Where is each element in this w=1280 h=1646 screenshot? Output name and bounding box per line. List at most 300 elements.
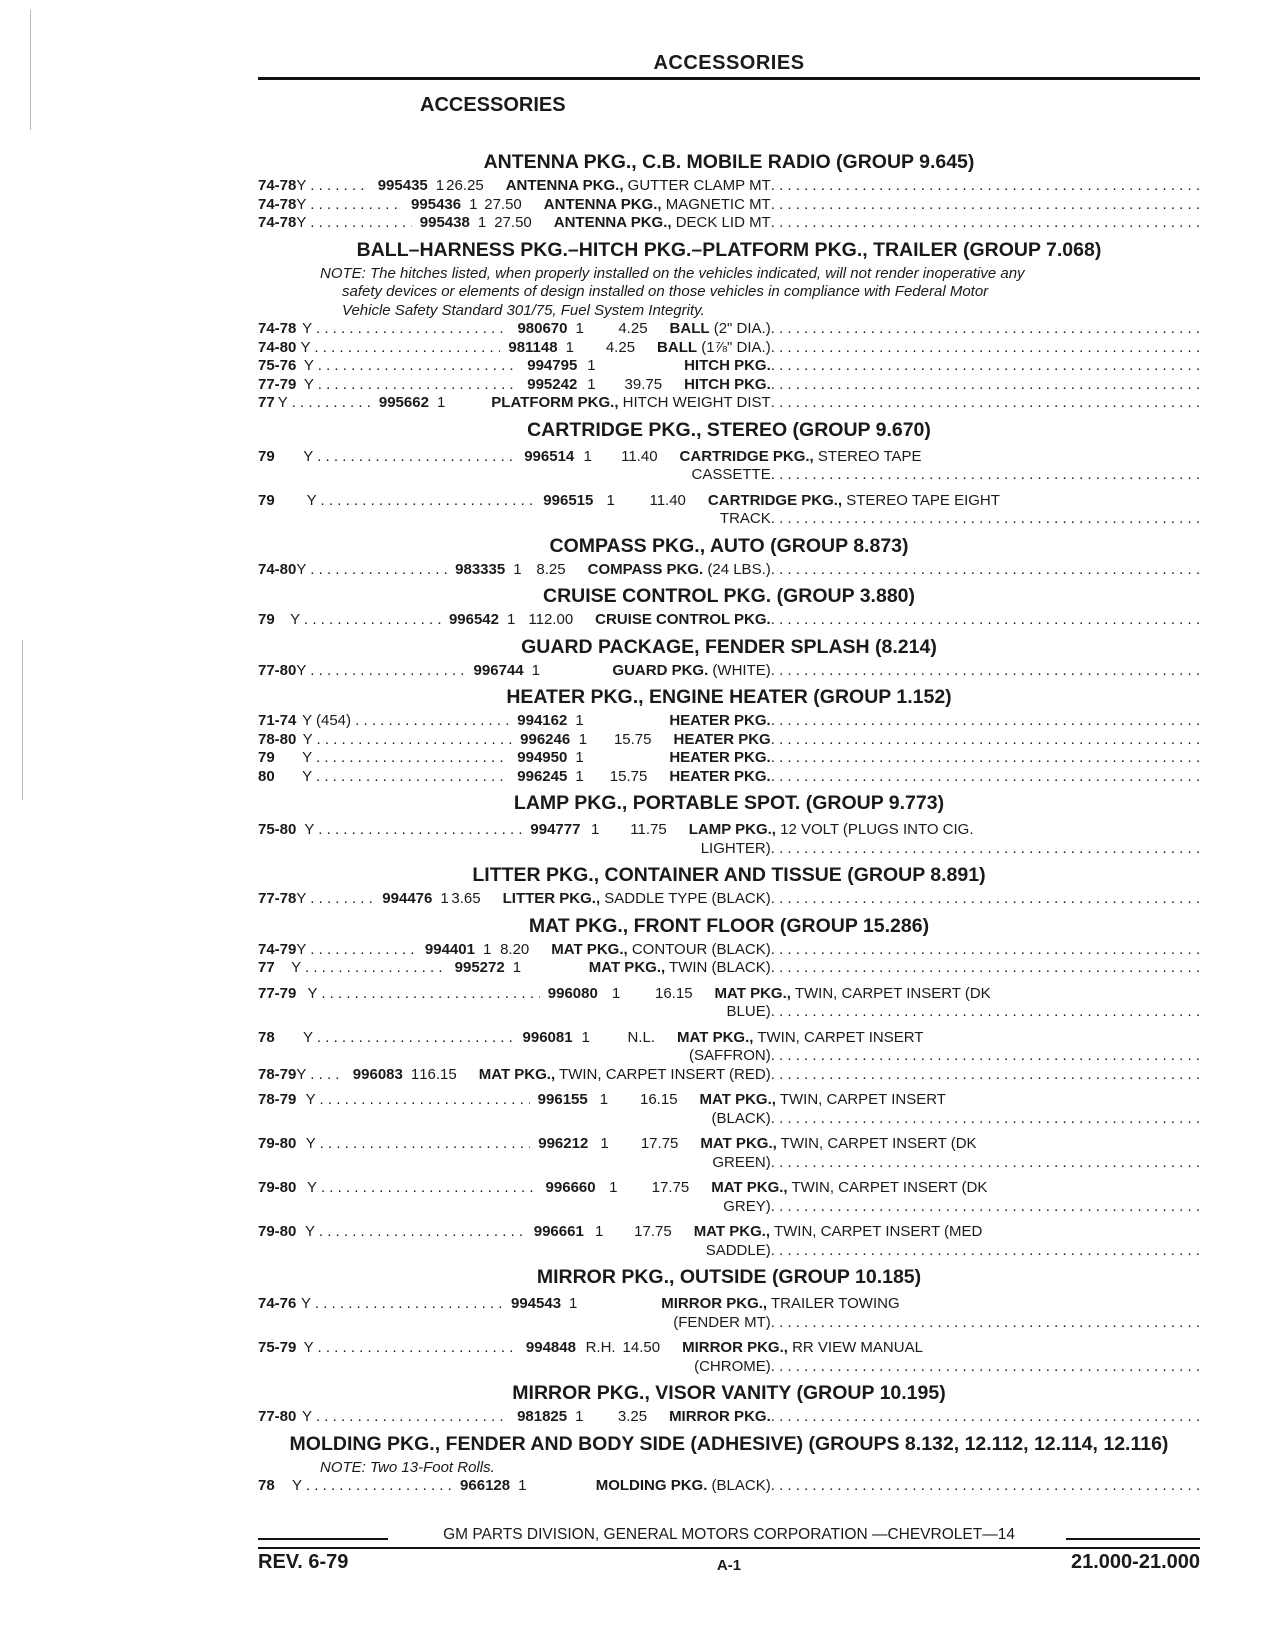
description-text — [670, 320, 771, 339]
description-text — [700, 1091, 946, 1110]
description-line — [684, 376, 1200, 395]
description-detail: 12 VOLT (PLUGS INTO CIG. — [775, 821, 974, 838]
description-line — [669, 712, 1200, 731]
description — [700, 1091, 1200, 1128]
dot-leader — [771, 662, 1200, 681]
parts-list — [258, 145, 1200, 1496]
parts-group — [258, 419, 1200, 529]
part-row — [258, 1029, 1200, 1066]
description-keyword: MOLDING PKG. — [595, 1477, 708, 1494]
model-code: Y . . . — [305, 1223, 526, 1242]
description-detail: RR VIEW MANUAL — [787, 1339, 923, 1356]
model-code: Y . . . — [296, 890, 374, 909]
description-text — [689, 1047, 771, 1066]
dot-leader — [771, 840, 1200, 859]
dot-leader — [771, 1066, 1200, 1085]
description-text — [689, 821, 974, 840]
model-code: Y . . . — [290, 611, 441, 630]
group-note — [320, 1459, 1200, 1478]
model-years: 79 — [258, 611, 275, 628]
quantity: 1 — [594, 1223, 604, 1240]
description-line — [612, 662, 1200, 681]
quantity: 1 — [606, 491, 615, 509]
description-detail: TWIN, CARPET INSERT (MED — [770, 1223, 983, 1240]
description-detail: TWIN, CARPET INSERT — [775, 1091, 946, 1108]
part-number: 996744 — [473, 661, 524, 679]
quantity: 1 — [578, 730, 588, 748]
model-code: Y . . . — [304, 821, 522, 840]
part-number: 996660 — [545, 1179, 596, 1196]
description-text — [595, 611, 771, 630]
model-years: 79 — [258, 491, 275, 509]
group-title: COMPASS PKG., AUTO (GROUP 8.873) — [549, 534, 909, 557]
parts-group — [258, 535, 1200, 580]
description-keyword: GUARD PKG. — [612, 661, 709, 679]
dot-leader — [771, 1314, 1200, 1333]
note-line: NOTE: The hitches listed, when properly installed on the vehicles indicated, will not render inoperative any — [320, 264, 1025, 282]
price: 16.15 — [640, 1091, 678, 1108]
footer-rule — [258, 1547, 1200, 1549]
description-text — [727, 1003, 771, 1022]
dot-leader — [771, 1047, 1200, 1066]
model-code: Y (454) . . . — [302, 712, 509, 731]
description — [596, 1477, 1200, 1496]
group-title: CRUISE CONTROL PKG. (GROUP 3.880) — [542, 585, 915, 607]
price: 26.25 — [446, 177, 484, 194]
model-years: 77-80 — [258, 661, 297, 679]
model-years: 77 — [258, 959, 275, 976]
part-row — [258, 890, 1200, 909]
model-code: Y . . . — [296, 941, 417, 960]
dot-leader — [771, 394, 1200, 413]
dot-leader — [771, 1154, 1200, 1173]
parts-group — [258, 915, 1200, 1261]
quantity: 1 — [611, 984, 621, 1002]
description-text — [682, 1339, 923, 1358]
description-keyword: MAT PKG., — [588, 959, 666, 976]
model-years: 79-80 — [258, 1223, 297, 1240]
dot-leader — [771, 196, 1200, 215]
part-number: 994162 — [517, 712, 568, 729]
description — [506, 177, 1200, 196]
description-keyword: MIRROR PKG. — [669, 1408, 771, 1425]
description — [612, 662, 1200, 681]
description-line — [551, 941, 1200, 960]
model-years: 78-79 — [258, 1091, 297, 1108]
model-years: 80 — [258, 767, 275, 785]
description-line — [708, 510, 1200, 529]
description-text — [694, 1358, 771, 1377]
model-years: 79 — [258, 447, 275, 465]
description — [669, 1408, 1200, 1427]
part-row — [258, 1135, 1200, 1172]
description-detail: TWIN, CARPET INSERT — [753, 1028, 924, 1046]
model-code: Y . . . — [307, 1179, 538, 1198]
description-text — [657, 339, 771, 358]
description — [595, 611, 1200, 630]
dot-leader — [771, 1358, 1200, 1377]
description-text — [589, 959, 771, 978]
price: 8.25 — [536, 560, 566, 578]
description — [551, 941, 1200, 960]
part-row — [258, 941, 1200, 960]
description-text — [720, 510, 771, 529]
description-line — [711, 1179, 1200, 1198]
model-code: Y . . . — [307, 492, 536, 511]
note-line: NOTE: Two 13-Foot Rolls. — [320, 1458, 495, 1476]
description-line — [700, 1135, 1200, 1154]
quantity: 1 — [440, 890, 449, 907]
description-line — [680, 448, 1200, 467]
description-keyword: HEATER PKG. — [669, 767, 771, 785]
part-row — [258, 768, 1200, 787]
description-text — [669, 1408, 771, 1427]
part-number: 995242 — [527, 375, 578, 393]
quantity: 1 — [436, 394, 446, 411]
model-code: Y . . . — [303, 1029, 515, 1048]
parts-group — [258, 636, 1200, 681]
description-detail: STEREO TAPE EIGHT — [842, 491, 1000, 509]
dot-leader — [771, 177, 1200, 196]
quantity: 1 — [477, 214, 487, 231]
quantity: 1 — [575, 712, 584, 729]
parts-group — [258, 239, 1200, 413]
description — [669, 768, 1200, 787]
part-number: 996245 — [517, 767, 568, 785]
description-detail: (SAFFRON) — [689, 1047, 771, 1064]
parts-group — [258, 792, 1200, 858]
description-keyword: MIRROR PKG., — [661, 1295, 768, 1312]
dot-leader — [977, 1135, 1200, 1154]
description — [479, 1066, 1200, 1085]
description — [677, 1029, 1200, 1066]
description-detail: MAGNETIC MT — [661, 195, 771, 213]
dot-leader — [771, 941, 1200, 960]
price: 17.75 — [634, 1223, 672, 1240]
description-line — [684, 357, 1200, 376]
description-line — [677, 1029, 1200, 1048]
description-detail: BLUE) — [726, 1003, 771, 1020]
model-years: 75-80 — [258, 821, 297, 838]
description-line — [689, 840, 1200, 859]
description-line — [682, 1358, 1200, 1377]
part-row — [258, 712, 1200, 731]
description-text — [479, 1066, 771, 1085]
model-years: 78 — [258, 1028, 275, 1046]
description-keyword: ANTENNA PKG., — [553, 214, 672, 231]
model-years: 74-78 — [258, 195, 297, 213]
group-title: ANTENNA PKG., C.B. MOBILE RADIO (GROUP 9.645) — [483, 151, 975, 173]
description-text — [715, 985, 991, 1004]
description-detail: CONTOUR (BLACK) — [627, 940, 771, 958]
price: 15.75 — [609, 767, 648, 785]
model-code: Y . . . — [278, 394, 371, 413]
description-text — [544, 196, 771, 215]
description-line — [669, 1408, 1200, 1427]
description-line — [554, 214, 1200, 233]
dot-leader — [771, 214, 1200, 233]
model-years: 75-76 — [258, 357, 297, 374]
description-text — [706, 1242, 771, 1261]
description-text — [684, 376, 771, 395]
description-detail: (2" DIA.) — [709, 320, 771, 337]
quantity: 1 — [435, 177, 445, 194]
description-detail: SADDLE) — [705, 1241, 771, 1259]
part-number: 983335 — [455, 560, 506, 578]
price: 16.15 — [419, 1065, 457, 1083]
description — [670, 320, 1200, 339]
description — [491, 394, 1200, 413]
model-code: Y . . . — [302, 320, 509, 339]
description-line — [711, 1198, 1200, 1217]
model-years: 74-80 — [258, 560, 297, 578]
description — [544, 196, 1200, 215]
description-line — [715, 985, 1200, 1004]
quantity: 1 — [565, 338, 574, 356]
model-years: 79-80 — [258, 1179, 297, 1196]
model-code: Y . . . — [302, 1408, 509, 1427]
description-detail: TWIN, CARPET INSERT (RED) — [555, 1065, 771, 1083]
part-number: 981825 — [517, 1408, 568, 1425]
dot-leader — [771, 339, 1200, 358]
price: 39.75 — [624, 375, 663, 393]
description-detail: TRACK — [719, 510, 771, 527]
part-row — [258, 1066, 1200, 1085]
description-keyword: BALL — [669, 320, 710, 337]
dot-leader — [923, 1029, 1200, 1048]
description-text — [669, 749, 770, 768]
model-years: 74-80 — [258, 338, 297, 356]
description-line — [589, 959, 1200, 978]
part-row — [258, 214, 1200, 233]
description-line — [670, 320, 1200, 339]
description-text — [700, 1135, 976, 1154]
parts-group — [258, 151, 1200, 233]
description-keyword: MAT PKG., — [693, 1223, 771, 1240]
description-line — [544, 196, 1200, 215]
description-text — [588, 561, 771, 580]
model-code: Y . . . — [292, 1477, 452, 1496]
part-row — [258, 985, 1200, 1022]
description-detail: SADDLE TYPE (BLACK) — [600, 890, 771, 907]
description-detail: (BLACK) — [711, 1109, 771, 1127]
description-detail: LIGHTER) — [700, 839, 771, 857]
model-code: Y . . . — [291, 959, 447, 978]
price: 17.75 — [640, 1135, 679, 1152]
model-years: 77-79 — [258, 984, 297, 1002]
description — [674, 731, 1201, 750]
description-text — [708, 492, 1000, 511]
model-years: 74-79 — [258, 940, 297, 958]
description-text — [677, 1029, 923, 1048]
model-years: 78-79 — [258, 1065, 297, 1083]
description — [554, 214, 1200, 233]
description-line — [491, 394, 1200, 413]
description-detail: (CHROME) — [694, 1357, 771, 1375]
section-heading: ACCESSORIES — [420, 94, 566, 116]
price: 17.75 — [651, 1179, 690, 1196]
description-text — [554, 214, 771, 233]
quantity: 1 — [600, 1135, 609, 1152]
description-line — [689, 821, 1200, 840]
part-number: 981148 — [508, 338, 558, 356]
description-text — [684, 357, 771, 376]
description-text — [612, 662, 770, 681]
page-header: ACCESSORIES — [653, 52, 805, 74]
model-code: Y . . . — [296, 214, 411, 233]
header-rule — [258, 77, 1200, 80]
description-line — [661, 1295, 1200, 1314]
description-text — [701, 840, 771, 859]
description-keyword: ANTENNA PKG., — [543, 195, 662, 213]
description-keyword: MAT PKG., — [699, 1091, 776, 1108]
description-keyword: MAT PKG., — [551, 940, 628, 958]
group-title: LITTER PKG., CONTAINER AND TISSUE (GROUP 8.891) — [472, 864, 986, 886]
description-text — [680, 448, 922, 467]
description — [589, 959, 1200, 978]
description-line — [700, 1110, 1200, 1129]
note-line: safety devices or elements of design installed on those vehicles in compliance with Federal Motor — [342, 283, 989, 300]
description — [715, 985, 1200, 1022]
group-title: CARTRIDGE PKG., STEREO (GROUP 9.670) — [527, 418, 931, 441]
quantity: 1 — [410, 1065, 420, 1083]
part-number: 966128 — [460, 1477, 511, 1494]
quantity: 1 — [575, 767, 584, 785]
dot-leader — [946, 1091, 1200, 1110]
description-line — [479, 1066, 1200, 1085]
description-keyword: HEATER PKG. — [669, 712, 771, 729]
description-text — [712, 1154, 770, 1173]
part-number: 995438 — [419, 214, 470, 231]
part-number: 994777 — [530, 821, 581, 838]
part-number: 996246 — [520, 730, 571, 748]
model-code: Y . . . — [306, 1091, 530, 1110]
dot-leader — [771, 890, 1200, 909]
price: 27.50 — [484, 195, 522, 213]
quantity: 1 — [575, 749, 584, 766]
dot-leader — [987, 1179, 1200, 1198]
model-code: Y . . . — [303, 731, 513, 750]
model-years: 77-79 — [258, 375, 297, 393]
part-number: 996212 — [538, 1135, 589, 1152]
description — [684, 357, 1200, 376]
description-line — [677, 1047, 1200, 1066]
model-code: Y . . . — [304, 357, 519, 376]
part-number: 994543 — [510, 1295, 562, 1312]
group-title: BALL–HARNESS PKG.–HITCH PKG.–PLATFORM PKG., TRAILER (GROUP 7.068) — [356, 238, 1102, 261]
description-detail: (1⅞" DIA.) — [697, 338, 771, 356]
model-code: Y . . . — [306, 1135, 530, 1154]
group-title: LAMP PKG., PORTABLE SPOT. (GROUP 9.773) — [513, 792, 945, 814]
dot-leader — [771, 749, 1200, 768]
dot-leader — [771, 1003, 1200, 1022]
model-years: 74-78 — [258, 177, 297, 194]
parts-group — [258, 686, 1200, 786]
description-keyword: BALL — [657, 338, 698, 356]
price: N.L. — [627, 1028, 656, 1046]
description-detail: CASSETTE — [691, 466, 771, 483]
part-number: 994476 — [382, 890, 433, 907]
description — [661, 1295, 1200, 1332]
part-row — [258, 561, 1200, 580]
description-text — [673, 1314, 771, 1333]
model-years: 75-79 — [258, 1339, 297, 1356]
part-row — [258, 662, 1200, 681]
description-text — [723, 1198, 771, 1217]
quantity: 1 — [569, 1295, 578, 1312]
model-code: Y . . . — [296, 1066, 344, 1085]
model-years: 71-74 — [258, 712, 297, 729]
quantity: R.H. — [585, 1339, 616, 1356]
scan-margin-mark — [30, 10, 31, 130]
description-detail: (WHITE) — [708, 661, 771, 679]
model-years: 74-76 — [258, 1295, 297, 1312]
quantity: 1 — [469, 195, 478, 213]
description-keyword: LAMP PKG., — [688, 821, 776, 838]
part-row — [258, 339, 1200, 358]
description-line — [694, 1223, 1200, 1242]
description-text — [503, 890, 771, 909]
dot-leader — [771, 376, 1200, 395]
parts-group — [258, 1382, 1200, 1427]
part-row — [258, 611, 1200, 630]
part-row — [258, 1408, 1200, 1427]
price: 16.15 — [655, 984, 693, 1002]
description-detail: GREY) — [723, 1197, 771, 1215]
model-years: 78-80 — [258, 730, 297, 748]
dot-leader — [771, 1242, 1200, 1261]
dot-leader — [771, 320, 1200, 339]
description-text — [596, 1477, 771, 1496]
quantity: 1 — [518, 1477, 527, 1494]
model-years: 74-78 — [258, 214, 297, 231]
model-code: Y . . . — [304, 1339, 518, 1358]
price: 14.50 — [622, 1339, 661, 1356]
group-title: MIRROR PKG., OUTSIDE (GROUP 10.185) — [536, 1266, 922, 1288]
section-code: 21.000-21.000 — [1070, 1551, 1200, 1573]
description-detail: TWIN (BLACK) — [665, 959, 771, 976]
description — [669, 749, 1200, 768]
parts-group — [258, 585, 1200, 630]
description-keyword: HEATER PKG — [673, 730, 771, 748]
model-code: Y . . . — [296, 561, 447, 580]
part-row — [258, 1223, 1200, 1260]
description-text — [711, 1179, 987, 1198]
description — [669, 712, 1200, 731]
description-line — [669, 749, 1200, 768]
quantity: 1 — [581, 1028, 590, 1046]
dot-leader — [771, 768, 1200, 787]
part-number: 994848 — [525, 1339, 576, 1356]
dot-leader — [771, 1110, 1200, 1129]
part-number: 994795 — [527, 357, 578, 374]
description-line — [715, 1003, 1200, 1022]
model-code: Y . . . — [301, 1295, 503, 1314]
description — [684, 376, 1200, 395]
model-years: 74-78 — [258, 320, 297, 337]
description-keyword: MAT PKG., — [711, 1179, 788, 1196]
description — [503, 890, 1200, 909]
description-keyword: CARTRIDGE PKG., — [679, 447, 814, 465]
parts-group — [258, 1266, 1200, 1376]
description — [680, 448, 1200, 485]
part-row — [258, 821, 1200, 858]
model-years: 79 — [258, 749, 275, 766]
model-code: Y . . . — [302, 749, 509, 768]
part-number: 996083 — [352, 1065, 403, 1083]
price: 11.40 — [649, 491, 686, 509]
description-detail: GUTTER CLAMP MT — [623, 177, 771, 194]
